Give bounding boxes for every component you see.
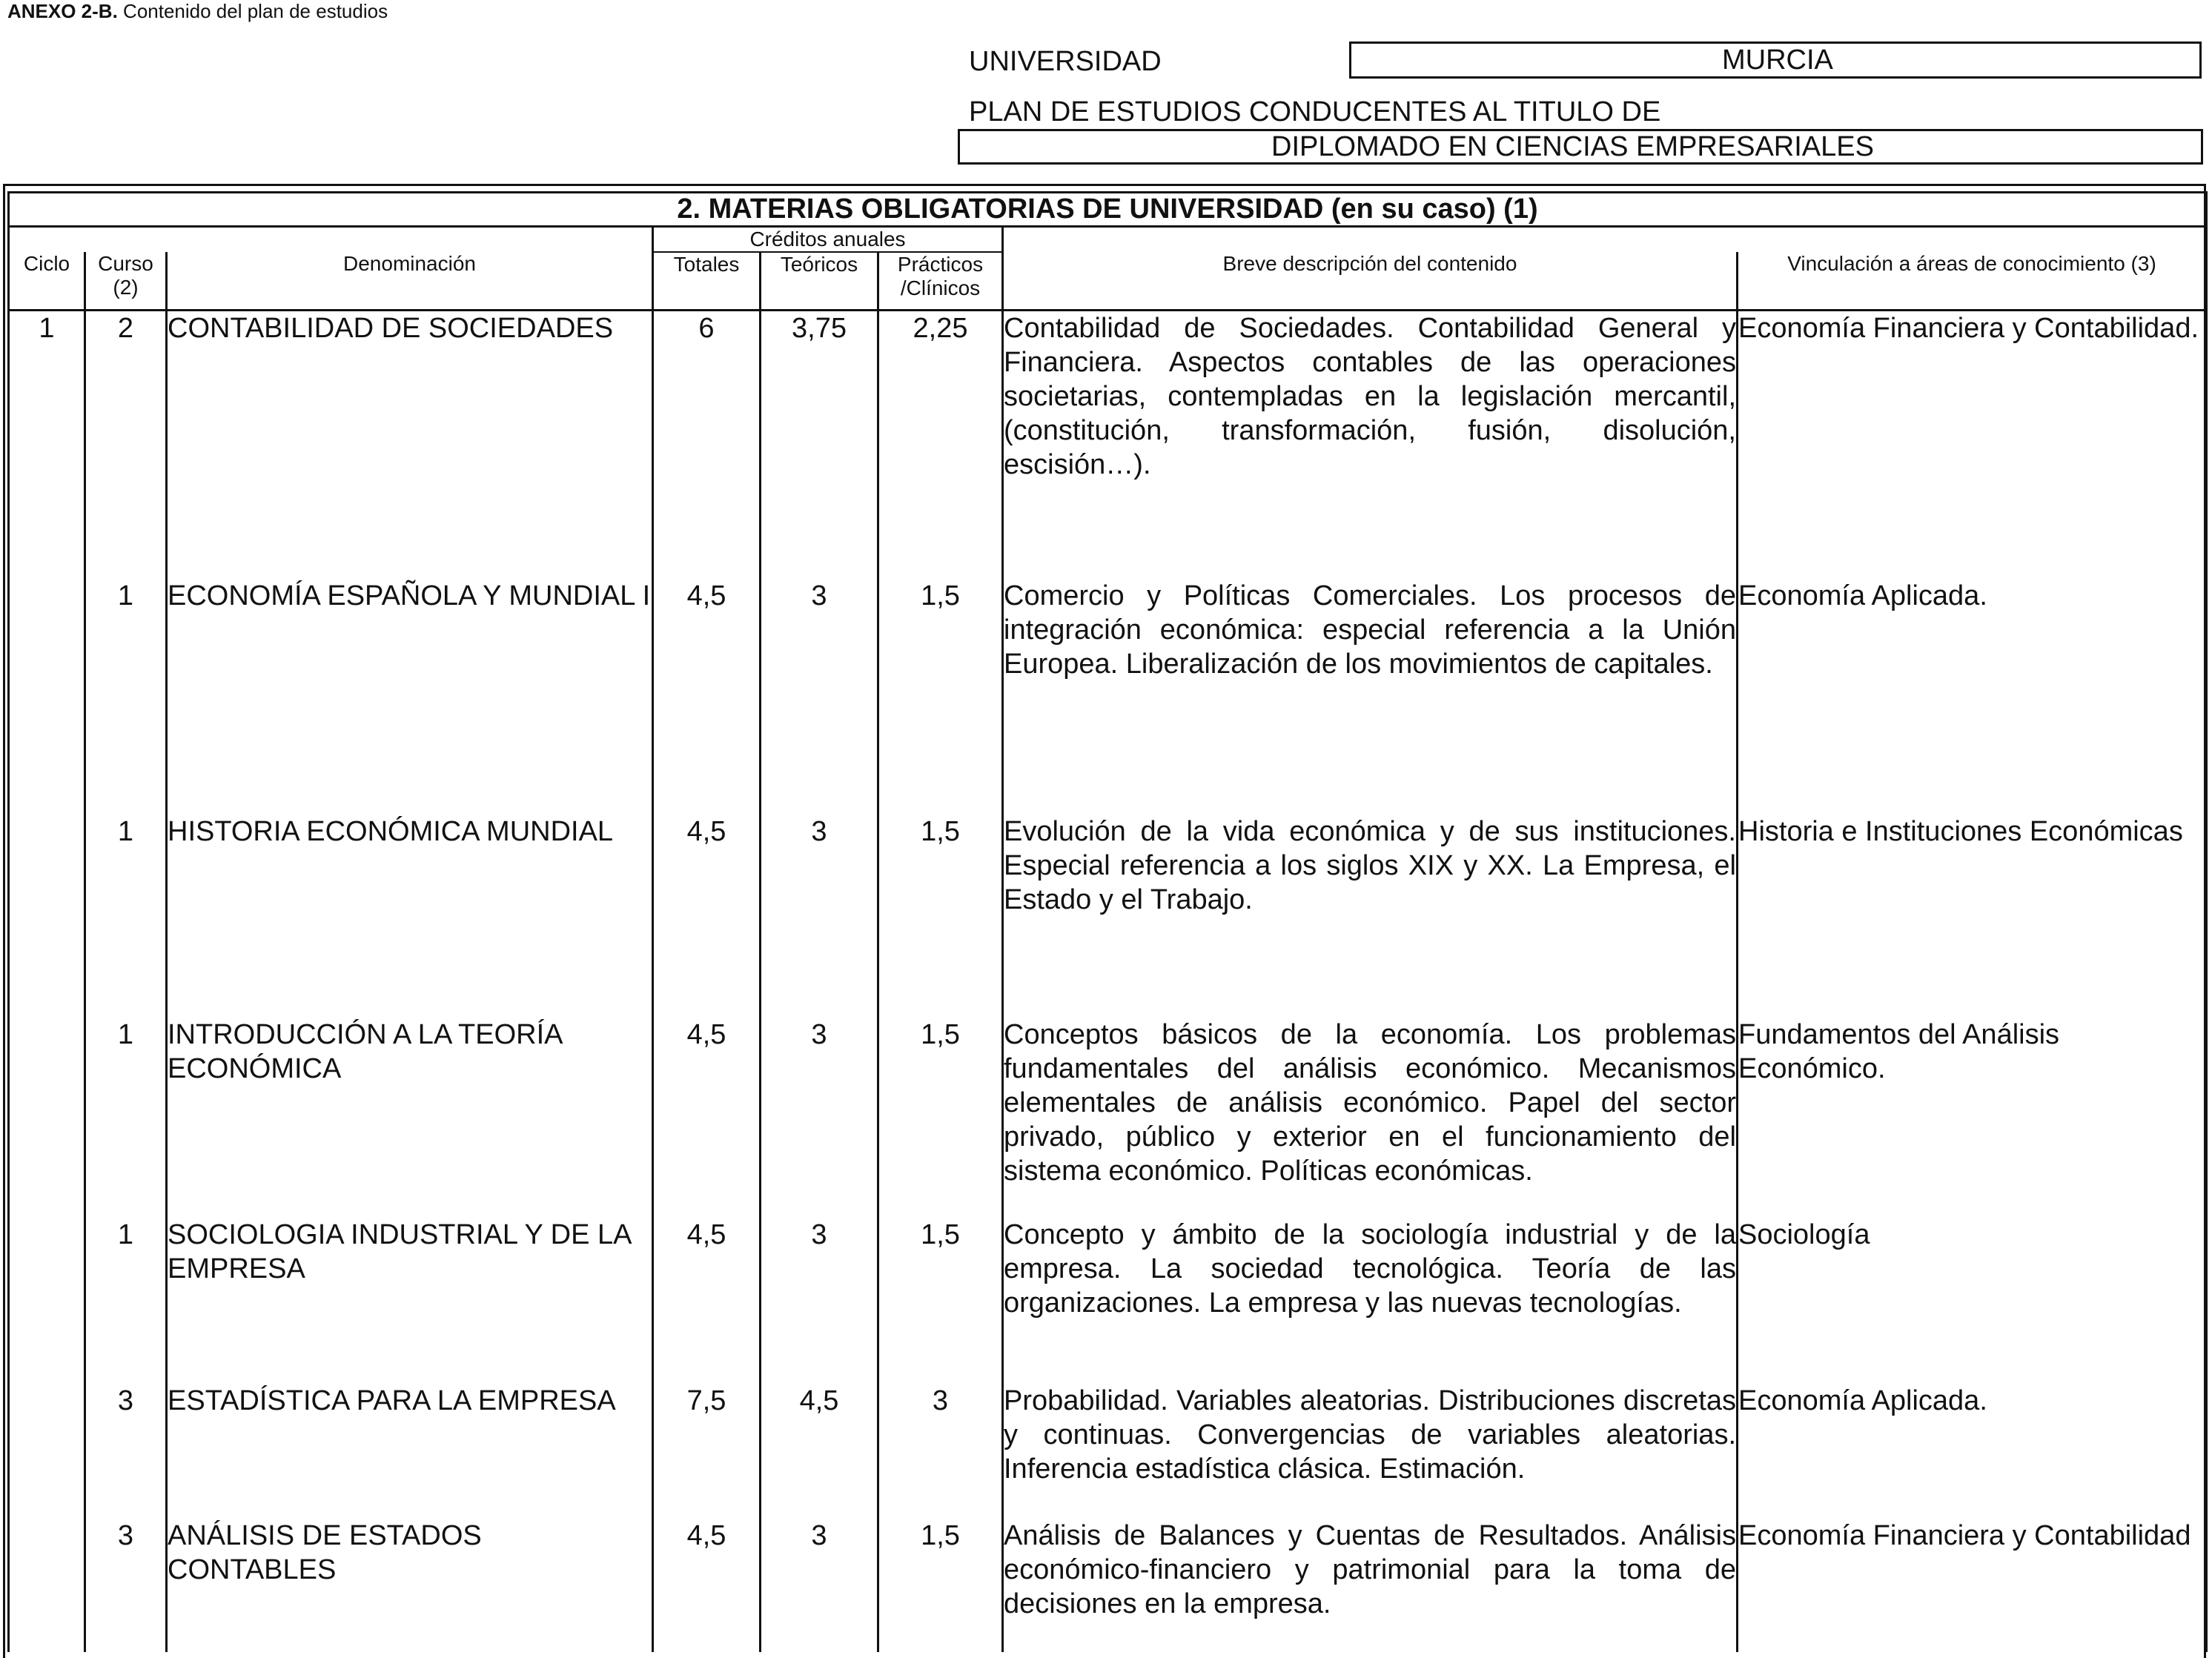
cell-vinculacion: Historia e Instituciones Económicas: [1738, 815, 2207, 1018]
cell-practicos: 2,25: [878, 311, 1003, 579]
cell-ciclo: [9, 1218, 85, 1384]
cell-totales: 4,5: [653, 815, 761, 1018]
table-row: [9, 311, 2207, 579]
cell-descripcion: Comercio y Políticas Comerciales. Los procesos de integración económica: especial referencia a la Unión Europea. Liberalización de los movimientos de capitales.: [1003, 579, 1738, 815]
cell-teoricos: 3: [761, 1018, 878, 1218]
annex-number: ANEXO 2-B.: [7, 0, 118, 22]
cell-denominacion: HISTORIA ECONÓMICA MUNDIAL: [167, 815, 653, 1018]
credits-group-header: Créditos anuales: [653, 227, 1003, 253]
cell-ciclo: [9, 815, 85, 1018]
cell-teoricos: 3: [761, 579, 878, 815]
cell-vinculacion: Economía Aplicada.: [1738, 1384, 2207, 1519]
subjects-table: [7, 191, 2208, 1652]
cell-descripcion: Conceptos básicos de la economía. Los problemas fundamentales del análisis económico. Mecanismos elementales de análisis económico. Papel del sector privado, público y exterior en el funcionamiento del sistema económico. Políticas económicas.: [1003, 1018, 1738, 1218]
annex-description: Contenido del plan de estudios: [117, 0, 388, 22]
cell-curso: 1: [85, 1218, 167, 1384]
col-header-curso: Curso (2): [85, 252, 167, 311]
cell-descripcion: Evolución de la vida económica y de sus instituciones. Especial referencia a los siglos XIX y XX. La Empresa, el Estado y el Trabajo.: [1003, 815, 1738, 1018]
table-row: [9, 579, 2207, 815]
cell-denominacion: ESTADÍSTICA PARA LA EMPRESA: [167, 1384, 653, 1519]
cell-totales: 4,5: [653, 1218, 761, 1384]
cell-descripcion: Contabilidad de Sociedades. Contabilidad General y Financiera. Aspectos contables de las operaciones societarias, contempladas en la legislación mercantil, (constitución, transformación, fusión, disolución, escisión…).: [1003, 311, 1738, 579]
cell-denominacion: SOCIOLOGIA INDUSTRIAL Y DE LA EMPRESA: [167, 1218, 653, 1384]
cell-curso: 1: [85, 815, 167, 1018]
cell-practicos: 3: [878, 1384, 1003, 1519]
cell-curso: 3: [85, 1384, 167, 1519]
cell-ciclo: [9, 1018, 85, 1218]
university-field: [1349, 42, 2202, 79]
cell-teoricos: 3,75: [761, 311, 878, 579]
cell-curso: 2: [85, 311, 167, 579]
cell-vinculacion: Economía Aplicada.: [1738, 579, 2207, 815]
cell-practicos: 1,5: [878, 1519, 1003, 1652]
col-header-ciclo: Ciclo: [9, 252, 85, 311]
col-header-descripcion: Breve descripción del contenido: [1003, 252, 1738, 311]
cell-curso: 1: [85, 579, 167, 815]
annex-label: [7, 0, 388, 23]
cell-vinculacion: Economía Financiera y Contabilidad: [1738, 1519, 2207, 1652]
cell-ciclo: [9, 1519, 85, 1652]
cell-curso: 3: [85, 1519, 167, 1652]
cell-practicos: 1,5: [878, 1218, 1003, 1384]
section-title: 2. MATERIAS OBLIGATORIAS DE UNIVERSIDAD (en su caso) (1): [9, 193, 2207, 227]
cell-teoricos: 4,5: [761, 1384, 878, 1519]
cell-vinculacion: Sociología: [1738, 1218, 2207, 1384]
cell-denominacion: ANÁLISIS DE ESTADOS CONTABLES: [167, 1519, 653, 1652]
cell-teoricos: 3: [761, 1519, 878, 1652]
university-value: MURCIA: [1722, 44, 1833, 76]
cell-ciclo: [9, 579, 85, 815]
degree-title-field: [958, 129, 2203, 165]
cell-descripcion: Análisis de Balances y Cuentas de Resultados. Análisis económico-financiero y patrimonial para la toma de decisiones en la empresa.: [1003, 1519, 1738, 1652]
cell-denominacion: ECONOMÍA ESPAÑOLA Y MUNDIAL I: [167, 579, 653, 815]
degree-title-value: DIPLOMADO EN CIENCIAS EMPRESARIALES: [1271, 130, 1874, 162]
cell-vinculacion: Economía Financiera y Contabilidad.: [1738, 311, 2207, 579]
cell-totales: 4,5: [653, 1519, 761, 1652]
cell-denominacion: INTRODUCCIÓN A LA TEORÍA ECONÓMICA: [167, 1018, 653, 1218]
col-header-vinculacion: Vinculación a áreas de conocimiento (3): [1738, 252, 2207, 311]
cell-teoricos: 3: [761, 1218, 878, 1384]
plan-label: PLAN DE ESTUDIOS CONDUCENTES AL TITULO DE: [969, 96, 1661, 127]
col-header-totales: Totales: [653, 252, 761, 311]
cell-totales: 4,5: [653, 1018, 761, 1218]
col-header-teoricos: Teóricos: [761, 252, 878, 311]
cell-descripcion: Probabilidad. Variables aleatorias. Distribuciones discretas y continuas. Convergencias de variables aleatorias. Inferencia estadística clásica. Estimación.: [1003, 1384, 1738, 1519]
table-row: [9, 815, 2207, 1018]
cell-vinculacion: Fundamentos del Análisis Económico.: [1738, 1018, 2207, 1218]
table-row: [9, 1018, 2207, 1218]
cell-practicos: 1,5: [878, 579, 1003, 815]
cell-totales: 7,5: [653, 1384, 761, 1519]
col-header-practicos: Prácticos /Clínicos: [878, 252, 1003, 311]
cell-teoricos: 3: [761, 815, 878, 1018]
cell-practicos: 1,5: [878, 1018, 1003, 1218]
cell-denominacion: CONTABILIDAD DE SOCIEDADES: [167, 311, 653, 579]
cell-totales: 4,5: [653, 579, 761, 815]
table-row: [9, 1384, 2207, 1519]
col-header-denominacion: Denominación: [167, 252, 653, 311]
cell-ciclo: [9, 1384, 85, 1519]
cell-totales: 6: [653, 311, 761, 579]
table-row: [9, 1218, 2207, 1384]
cell-practicos: 1,5: [878, 815, 1003, 1018]
cell-descripcion: Concepto y ámbito de la sociología industrial y de la empresa. La sociedad tecnológica. Teoría de las organizaciones. La empresa y las nuevas tecnologías.: [1003, 1218, 1738, 1384]
table-row: [9, 1519, 2207, 1652]
cell-curso: 1: [85, 1018, 167, 1218]
cell-ciclo: 1: [9, 311, 85, 579]
university-label: UNIVERSIDAD: [969, 46, 1162, 77]
